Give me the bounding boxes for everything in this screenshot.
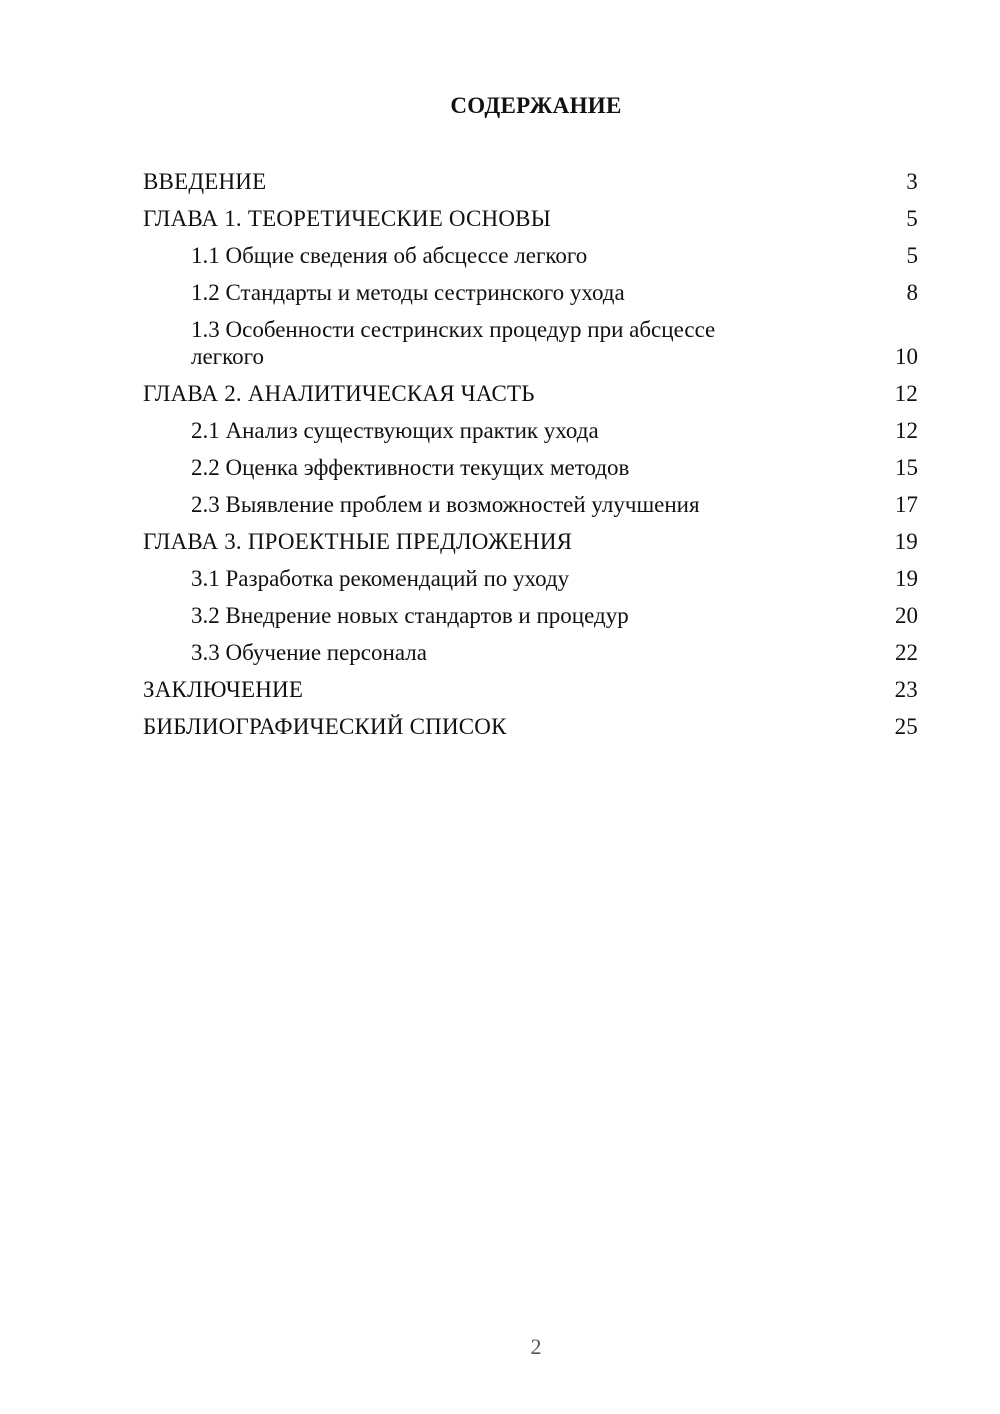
toc-entry bbox=[143, 279, 918, 306]
toc-entry-title: ВВЕДЕНИЕ bbox=[143, 169, 267, 194]
toc-entry-page: 12 bbox=[895, 418, 918, 443]
toc-entry bbox=[143, 205, 918, 232]
toc-entry bbox=[143, 602, 918, 629]
toc-entry-title: ГЛАВА 3. ПРОЕКТНЫЕ ПРЕДЛОЖЕНИЯ bbox=[143, 529, 573, 554]
toc-entry-title: 1.2 Стандарты и методы сестринского ухода bbox=[191, 280, 625, 305]
table-of-contents bbox=[143, 168, 918, 750]
toc-entry bbox=[143, 491, 918, 518]
toc-entry-title: ЗАКЛЮЧЕНИЕ bbox=[143, 677, 304, 702]
toc-entry bbox=[143, 639, 918, 666]
toc-entry-title: 3.2 Внедрение новых стандартов и процедур bbox=[191, 603, 629, 628]
toc-entry-title: 2.2 Оценка эффективности текущих методов bbox=[191, 455, 630, 480]
toc-entry-title: 2.1 Анализ существующих практик ухода bbox=[191, 418, 599, 443]
toc-entry-title: 2.3 Выявление проблем и возможностей улучшения bbox=[191, 492, 700, 517]
toc-entry-page: 25 bbox=[894, 714, 918, 739]
toc-entry-page: 3 bbox=[906, 169, 918, 194]
toc-entry-page: 5 bbox=[906, 206, 918, 231]
toc-entry-page: 17 bbox=[895, 492, 918, 517]
toc-entry bbox=[143, 565, 918, 592]
toc-entry-title: 1.1 Общие сведения об абсцессе легкого bbox=[191, 243, 588, 268]
toc-entry bbox=[143, 316, 918, 370]
toc-entry-title: 1.3 Особенности сестринских процедур при абсцессе легкого bbox=[191, 317, 716, 369]
toc-entry-page: 8 bbox=[906, 280, 918, 305]
toc-entry-page: 22 bbox=[895, 640, 918, 665]
toc-entry-page: 23 bbox=[894, 677, 918, 702]
page-number: 2 bbox=[530, 1334, 542, 1359]
toc-entry bbox=[143, 417, 918, 444]
toc-entry bbox=[143, 676, 918, 703]
toc-entry bbox=[143, 528, 918, 555]
toc-entry-page: 15 bbox=[895, 455, 918, 480]
toc-entry bbox=[143, 713, 918, 740]
toc-entry-page: 19 bbox=[895, 566, 918, 591]
toc-entry bbox=[143, 168, 918, 195]
toc-entry-title: 3.3 Обучение персонала bbox=[191, 640, 427, 665]
toc-entry-page: 5 bbox=[906, 243, 918, 268]
toc-entry-page: 10 bbox=[895, 344, 918, 369]
toc-title: СОДЕРЖАНИЕ bbox=[450, 93, 622, 118]
toc-entry bbox=[143, 454, 918, 481]
toc-entry bbox=[143, 242, 918, 269]
toc-entry-page: 19 bbox=[894, 529, 918, 554]
toc-entry-page: 20 bbox=[895, 603, 918, 628]
toc-entry-title: ГЛАВА 1. ТЕОРЕТИЧЕСКИЕ ОСНОВЫ bbox=[143, 206, 551, 231]
toc-entry-title: ГЛАВА 2. АНАЛИТИЧЕСКАЯ ЧАСТЬ bbox=[143, 381, 535, 406]
toc-entry-page: 12 bbox=[894, 381, 918, 406]
toc-entry-title: БИБЛИОГРАФИЧЕСКИЙ СПИСОК bbox=[143, 714, 507, 739]
toc-entry-title: 3.1 Разработка рекомендаций по уходу bbox=[191, 566, 570, 591]
toc-entry bbox=[143, 380, 918, 407]
